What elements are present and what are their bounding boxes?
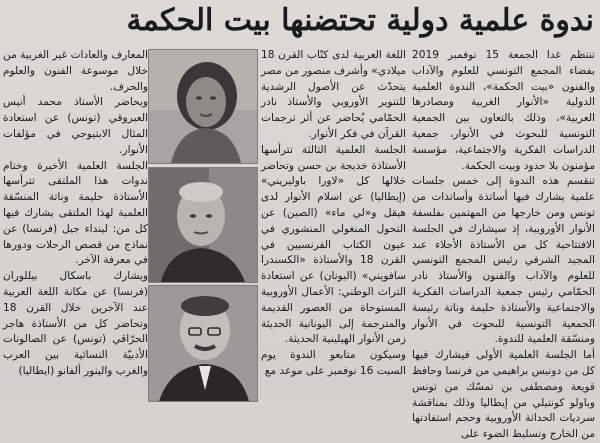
headline: ندوة علمية دولية تحتضنها بيت الحكمة	[126, 3, 594, 38]
article-column-right	[412, 48, 595, 441]
paragraph: تنتظم غدا الجمعة 15 نوفمبر 2019 بفضاء المجمع التونسي للعلوم والآداب والفنون «بيت الحكمة»، الندوة العلمية الدولية «الأنوار الغربية ومصادرها العربية»، وذلك بالتعاون بين الجمعية التونسية للبحوث في الأنوار، جمعية الدراسات الفكرية والاجتماعية، مؤسسة مؤمنون بلا حدود وبيت الحكمة.	[412, 49, 595, 172]
paragraph: تنقسم هذه الندوة إلى خمس جلسات علمية يشارك فيها أساتذة وأساتذات من تونس ومن خارجها من المهتمين بفلسفة الأنوار الأوروبية، إذ سيشارك في الجلسة الافتتاحية كل من الأستاذة الأجلاء عبد المجيد الشرفي رئيس المجمع التونسي للعلوم والآداب والفنون والأستاذ نادر الحمّامي رئيس جمعية الدراسات الفكرية والاجتماعية والأستاذة حليمة وناتة رئيسة الجمعية التونسية للبحوث في الأنوار ومنسّقة العلمية للندوة.	[412, 175, 595, 346]
paragraph: ويشارك باسكال بيللوران (فرنسا) عن مكانة اللغة العربية عند الآخرين خلال القرن 18 وتحاضر كل من الأستاذة هاجر الحرّاقي (تونس) عن الصالونات الأدبيّة النسائية بين العرب والغرب والينور ألفانو (ايطاليا)	[3, 270, 148, 377]
article-column-middle	[261, 48, 406, 400]
paragraph: وسيكون متابعو الندوة يوم السبت 16 نوفمبر على موعد مع	[261, 349, 406, 377]
paragraph: ويحاضر الأستاذ محمد أنيس العبروقي (تونس) عن استعادة المثال الابتيوجي في مؤلفات الأنوار.	[3, 96, 148, 156]
paragraph: الجلسة العلمية الثالثة تترأسها الأستاذة خديجة بن حسن وتحاضر خلالها كل «لاورا باوليريني» (إيطاليا) عن اسلام الأنوار لدى هيقل و«لي ماء» (الصين) عن التحول المنغولي المنشوري في عيون الكتاب الفرنسيين في القرن 18 والأستاذة «الكسندرا سافويني» (اليونان) عن استعادة التراث الوطني: الأعمال الأوروبية المستوحاة من العصور القديمة والمترجمة إلى اليونانية الحديثة زمن الأنوار الهيلينية الحديثة.	[261, 143, 406, 346]
paragraph: الجلسة العلمية الأخيرة وختام ندوات هذا الملتقى تترأسها الأستاذة حليمة وناتة المنسّقة العلمية لهذا الملتقى يشارك فيها كل من: لينداء جيل (فرنسا) عن نماذج من قصص الرحلات ودورها في معرفة الآخر.	[3, 159, 148, 267]
paragraph: المعارف والعادات غير الغربية من خلال موسوعة الفنون والعلوم والحرف.	[3, 49, 148, 93]
portrait-photo-man	[148, 167, 258, 283]
article-column-left	[3, 48, 148, 400]
portrait-photo-man	[148, 285, 258, 402]
paragraph: اللغة العربية لدى كتّاب القرن 18 ميلادي» وأشرف منصور من مصر يتحدّث عن الأصول الرشدية للتنوير الأوروبي والأستاذ نادر الحمّامي يُحاضر عن أثر ترجمات القرآن في فكر الأنوار.	[260, 49, 406, 140]
paragraph: أما الجلسة العلمية الأولى فيشارك فيها كل من دونيس براهيمي من فرنسا وحافظ قويعة ومصطفى بن تمسّك من تونس وباولو كونتيلي من إيطاليا وذلك بمناقشة سرديات الحداثة الأوروبية وحجم استفادتها من الخارج وتسليط الضوء على	[412, 349, 595, 441]
portrait-photo-woman	[148, 49, 258, 164]
